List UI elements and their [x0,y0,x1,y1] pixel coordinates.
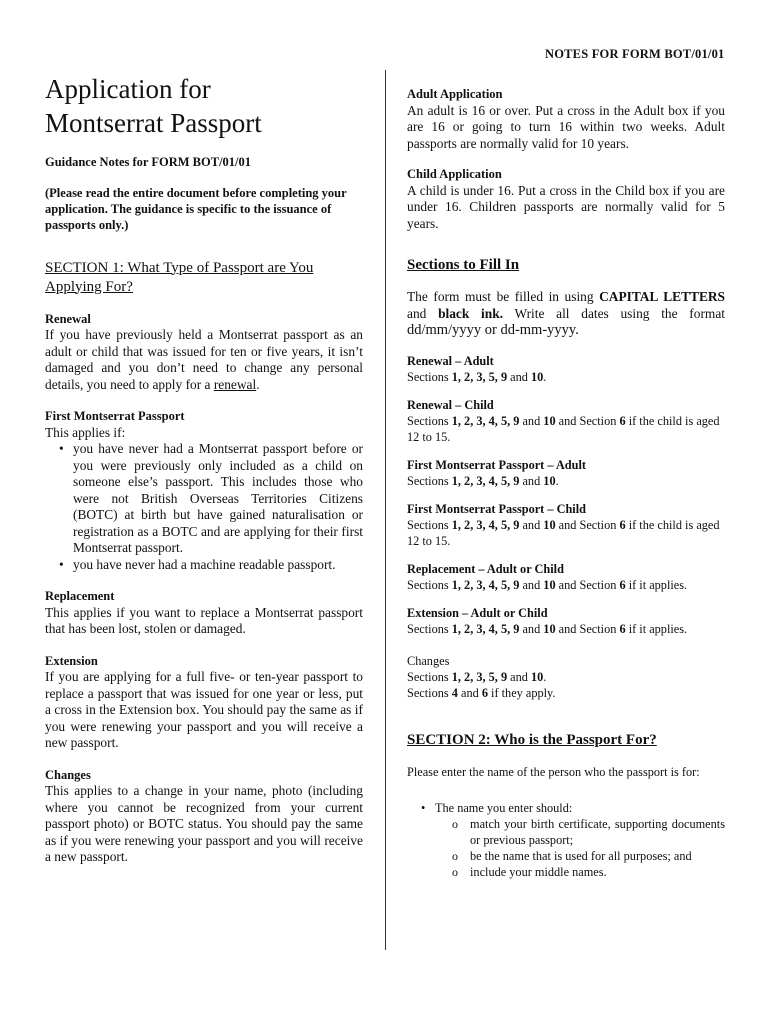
list-item: o include your middle names. [470,864,725,880]
section-2-heading: SECTION 2: Who is the Passport For? [407,731,657,748]
extension-title: Extension [45,653,98,668]
changes-sections: Changes Sections 1, 2, 3, 5, 9 and 10. Sections 4 and 6 if they apply. [407,653,725,701]
section-item-1: Renewal – Child Sections 1, 2, 3, 4, 5, 9 and 10 and Section 6 if the child is aged 12 to 15. [407,397,720,444]
adult-application-text: An adult is 16 or over. Put a cross in the Adult box if you are 16 or going to turn 16 within two weeks. Adult passports are normally valid for 10 years. [407,102,725,151]
changes-title: Changes [45,767,91,782]
column-divider [385,70,386,950]
guidance-subtitle: Guidance Notes for FORM BOT/01/01 [45,155,252,169]
first-passport-intro: This applies if: [45,424,126,440]
child-application-block [407,166,725,232]
changes-block [45,767,363,866]
header-note: NOTES FOR FORM BOT/01/01 [545,47,725,61]
name-rules-list [407,800,725,880]
section-item-3: First Montserrat Passport – Child Sections 1, 2, 3, 4, 5, 9 and 10 and Section 6 if the child is aged 12 to 15. [407,501,720,548]
child-application-title: Child Application [407,167,502,181]
list-item: • The name you enter should: o match your birth certificate, supporting documents or previous passport; o be the name that is used for all purposes; and o include your middle names. [435,800,725,880]
first-passport-title: First Montserrat Passport [45,409,185,423]
section-item-4: Replacement – Adult or Child Sections 1, 2, 3, 4, 5, 9 and 10 and Section 6 if it applies. [407,561,688,592]
instruction-note: (Please read the entire document before completing your application. The guidance is specific to the issuance of passports only.) [45,185,347,232]
list-item: • you have never had a Montserrat passport before or you were previously only included as a child on someone else’s passport. This includes those who were not British Overseas Territories Citizens (BOTC) at birth but have gained naturalisation or registration as a BOTC and are applying for their first Montserrat passport. [73,441,363,557]
list-item: • you have never had a machine readable passport. [73,557,363,574]
page-title [45,72,363,140]
renewal-link: renewal [213,376,257,392]
right-column [407,86,725,880]
list-item: o be the name that is used for all purposes; and [470,848,725,864]
renewal-text: If you have previously held a Montserrat passport as an adult or child that was issued for ten or five years, it isn’t damaged and you don’t need to change any personal details, you need to apply for a renewal. [45,327,363,392]
extension-block [45,653,363,752]
form-instructions: The form must be filled in using CAPITAL LETTERS and black ink. Write all dates using the format dd/mm/yyyy or dd-mm-yyyy. [407,289,726,338]
replacement-title: Replacement [45,589,115,603]
renewal-title: Renewal [45,311,91,326]
replacement-block [45,588,363,638]
first-passport-block [45,408,363,573]
name-rules-sublist [435,816,725,880]
renewal-block [45,311,363,394]
extension-text: If you are applying for a full five- or ten-year passport to replace a passport that was issued for one year or less, put a cross in the Extension box. You should pay the same as if you were renewing your passport and you will receive a new passport. [45,669,363,750]
title-line-1: Application for [45,74,211,104]
left-column [45,72,363,881]
section-item-0: Renewal – Adult Sections 1, 2, 3, 5, 9 and 10. [407,353,547,384]
first-passport-bullets [45,441,363,573]
list-item: o match your birth certificate, supporting documents or previous passport; [470,816,725,848]
section-2-intro: Please enter the name of the person who the passport is for: [407,764,700,779]
section-item-5: Extension – Adult or Child Sections 1, 2, 3, 4, 5, 9 and 10 and Section 6 if it applies. [407,605,688,636]
child-application-text: A child is under 16. Put a cross in the Child box if you are under 16. Children passports are normally valid for 5 years. [407,182,725,231]
changes-text: This applies to a change in your name, photo (including where you cannot be recognized from your current passport photo) or BOTC status. You should pay the same as if you were renewing your passport and you will receive a new passport. [45,783,363,864]
adult-application-title: Adult Application [407,87,503,101]
replacement-text: This applies if you want to replace a Montserrat passport that has been lost, stolen or damaged. [45,604,363,636]
changes-sections-title: Changes [407,653,450,668]
adult-application-block [407,86,725,152]
section-1-heading: SECTION 1: What Type of Passport are You Applying For? [45,259,314,295]
section-item-2: First Montserrat Passport – Adult Sections 1, 2, 3, 4, 5, 9 and 10. [407,457,586,488]
sections-to-fill-heading: Sections to Fill In [407,257,520,273]
title-line-2: Montserrat Passport [45,108,262,138]
